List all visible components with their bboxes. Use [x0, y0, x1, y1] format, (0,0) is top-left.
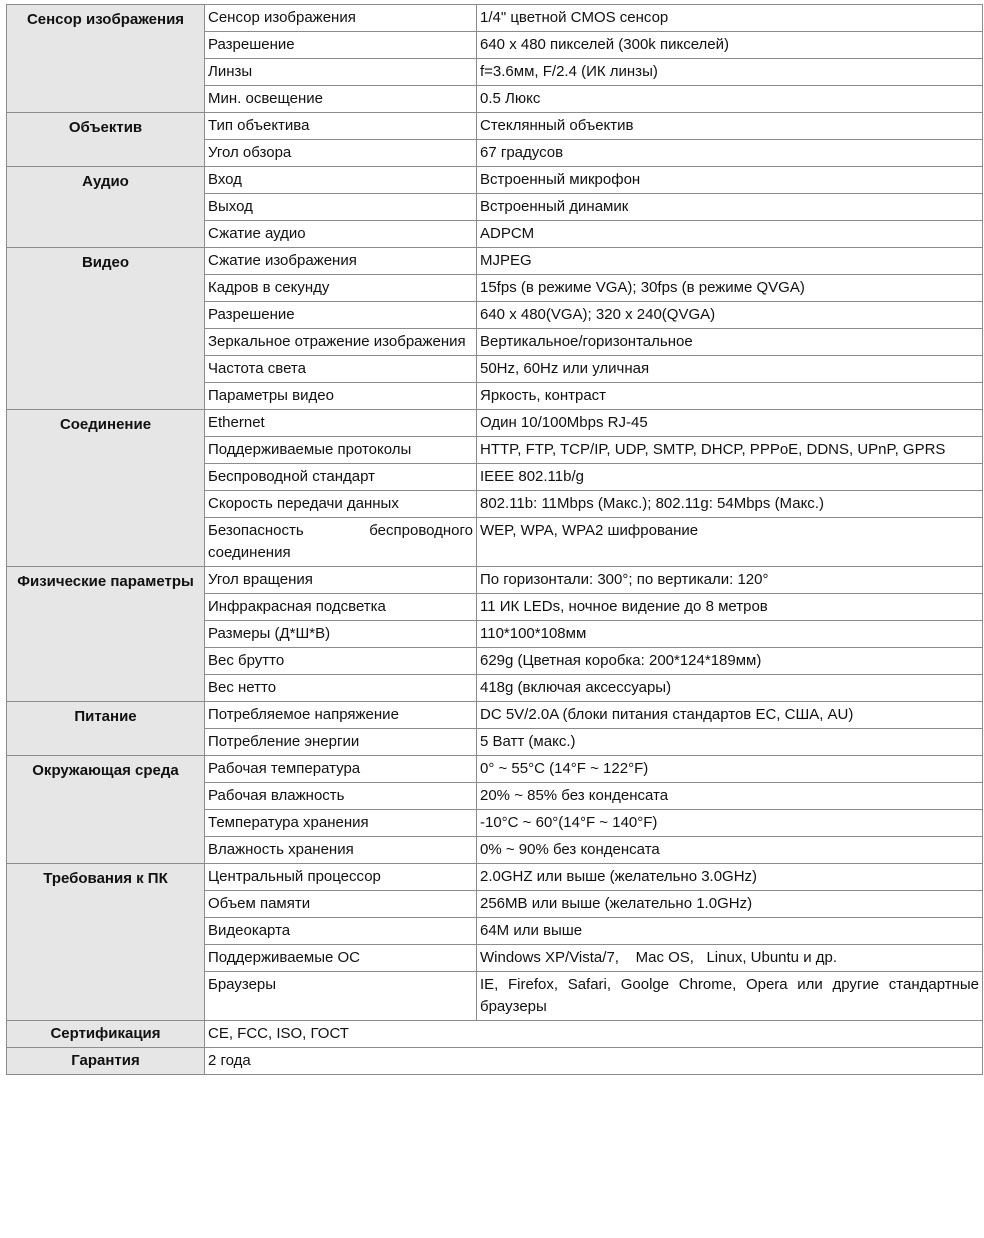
- value-cell: IE, Firefox, Safari, Goolge Chrome, Opera или другие стандартные браузеры: [477, 972, 983, 1021]
- parameter-cell: Угол вращения: [205, 567, 477, 594]
- value-cell: 67 градусов: [477, 140, 983, 167]
- value-cell: По горизонтали: 300°; по вертикали: 120°: [477, 567, 983, 594]
- value-cell: -10°C ~ 60°(14°F ~ 140°F): [477, 810, 983, 837]
- value-cell: 11 ИК LEDs, ночное видение до 8 метров: [477, 594, 983, 621]
- parameter-cell: Частота света: [205, 356, 477, 383]
- category-cell: Аудио: [7, 167, 205, 248]
- parameter-cell: Параметры видео: [205, 383, 477, 410]
- value-cell: Стеклянный объектив: [477, 113, 983, 140]
- table-row: [7, 248, 983, 275]
- parameter-cell: Видеокарта: [205, 918, 477, 945]
- category-cell: Физические параметры: [7, 567, 205, 702]
- parameter-cell: Вес нетто: [205, 675, 477, 702]
- value-cell: 640 x 480 пикселей (300k пикселей): [477, 32, 983, 59]
- category-cell: Объектив: [7, 113, 205, 167]
- value-cell: 802.11b: 11Mbps (Макс.); 802.11g: 54Mbps (Макс.): [477, 491, 983, 518]
- category-cell: Видео: [7, 248, 205, 410]
- value-cell: HTTP, FTP, TCP/IP, UDP, SMTP, DHCP, PPPoE, DDNS, UPnP, GPRS: [477, 437, 983, 464]
- warranty-row: [7, 1048, 983, 1075]
- parameter-cell: Выход: [205, 194, 477, 221]
- category-cell: Сертификация: [7, 1021, 205, 1048]
- value-cell: 629g (Цветная коробка: 200*124*189мм): [477, 648, 983, 675]
- category-cell: Требования к ПК: [7, 864, 205, 1021]
- value-cell: ADPCM: [477, 221, 983, 248]
- certification-row: [7, 1021, 983, 1048]
- value-cell: Яркость, контраст: [477, 383, 983, 410]
- parameter-cell: Сжатие изображения: [205, 248, 477, 275]
- parameter-cell: Угол обзора: [205, 140, 477, 167]
- parameter-cell: Центральный процессор: [205, 864, 477, 891]
- value-cell: 0% ~ 90% без конденсата: [477, 837, 983, 864]
- parameter-cell: Температура хранения: [205, 810, 477, 837]
- table-row: [7, 410, 983, 437]
- parameter-cell: Объем памяти: [205, 891, 477, 918]
- parameter-cell: Сжатие аудио: [205, 221, 477, 248]
- value-cell: 50Hz, 60Hz или уличная: [477, 356, 983, 383]
- value-cell: IEEE 802.11b/g: [477, 464, 983, 491]
- value-cell: Вертикальное/горизонтальное: [477, 329, 983, 356]
- parameter-cell: Разрешение: [205, 302, 477, 329]
- parameter-cell: Скорость передачи данных: [205, 491, 477, 518]
- spec-table: [6, 4, 983, 1075]
- parameter-cell: Беспроводной стандарт: [205, 464, 477, 491]
- parameter-cell: Потребление энергии: [205, 729, 477, 756]
- value-cell: 2 года: [205, 1048, 983, 1075]
- parameter-cell: Рабочая влажность: [205, 783, 477, 810]
- parameter-cell: Браузеры: [205, 972, 477, 1021]
- parameter-cell: Кадров в секунду: [205, 275, 477, 302]
- value-cell: 640 x 480(VGA); 320 x 240(QVGA): [477, 302, 983, 329]
- table-row: [7, 567, 983, 594]
- parameter-cell: Зеркальное отражение изображения: [205, 329, 477, 356]
- value-cell: Один 10/100Mbps RJ-45: [477, 410, 983, 437]
- table-row: [7, 702, 983, 729]
- value-cell: 0° ~ 55°C (14°F ~ 122°F): [477, 756, 983, 783]
- category-cell: Гарантия: [7, 1048, 205, 1075]
- parameter-cell: Размеры (Д*Ш*В): [205, 621, 477, 648]
- table-row: [7, 864, 983, 891]
- parameter-cell: Тип объектива: [205, 113, 477, 140]
- parameter-cell: Поддерживаемые протоколы: [205, 437, 477, 464]
- parameter-cell: Разрешение: [205, 32, 477, 59]
- value-cell: CE, FCC, ISO, ГОСТ: [205, 1021, 983, 1048]
- parameter-cell: Линзы: [205, 59, 477, 86]
- value-cell: MJPEG: [477, 248, 983, 275]
- value-cell: f=3.6мм, F/2.4 (ИК линзы): [477, 59, 983, 86]
- parameter-cell: Безопасность беспроводного соединения: [205, 518, 477, 567]
- spec-table-body: [7, 5, 983, 1075]
- parameter-cell: Вход: [205, 167, 477, 194]
- category-cell: Окружающая среда: [7, 756, 205, 864]
- value-cell: DC 5V/2.0A (блоки питания стандартов ЕС, США, AU): [477, 702, 983, 729]
- table-row: [7, 756, 983, 783]
- category-cell: Сенсор изображения: [7, 5, 205, 113]
- table-row: [7, 5, 983, 32]
- parameter-cell: Потребляемое напряжение: [205, 702, 477, 729]
- value-cell: 5 Ватт (макс.): [477, 729, 983, 756]
- value-cell: 1/4" цветной CMOS сенсор: [477, 5, 983, 32]
- value-cell: 20% ~ 85% без конденсата: [477, 783, 983, 810]
- table-row: [7, 167, 983, 194]
- value-cell: 256MB или выше (желательно 1.0GHz): [477, 891, 983, 918]
- table-row: [7, 113, 983, 140]
- parameter-cell: Вес брутто: [205, 648, 477, 675]
- parameter-cell: Инфракрасная подсветка: [205, 594, 477, 621]
- value-cell: 418g (включая аксессуары): [477, 675, 983, 702]
- value-cell: 15fps (в режиме VGA); 30fps (в режиме QVGA): [477, 275, 983, 302]
- parameter-cell: Поддерживаемые ОС: [205, 945, 477, 972]
- value-cell: 64M или выше: [477, 918, 983, 945]
- parameter-cell: Ethernet: [205, 410, 477, 437]
- value-cell: Windows XP/Vista/7, Mac OS, Linux, Ubuntu и др.: [477, 945, 983, 972]
- value-cell: 110*100*108мм: [477, 621, 983, 648]
- value-cell: Встроенный микрофон: [477, 167, 983, 194]
- category-cell: Соединение: [7, 410, 205, 567]
- value-cell: 0.5 Люкс: [477, 86, 983, 113]
- value-cell: 2.0GHZ или выше (желательно 3.0GHz): [477, 864, 983, 891]
- parameter-cell: Влажность хранения: [205, 837, 477, 864]
- parameter-cell: Сенсор изображения: [205, 5, 477, 32]
- category-cell: Питание: [7, 702, 205, 756]
- parameter-cell: Мин. освещение: [205, 86, 477, 113]
- parameter-cell: Рабочая температура: [205, 756, 477, 783]
- value-cell: Встроенный динамик: [477, 194, 983, 221]
- value-cell: WEP, WPA, WPA2 шифрование: [477, 518, 983, 567]
